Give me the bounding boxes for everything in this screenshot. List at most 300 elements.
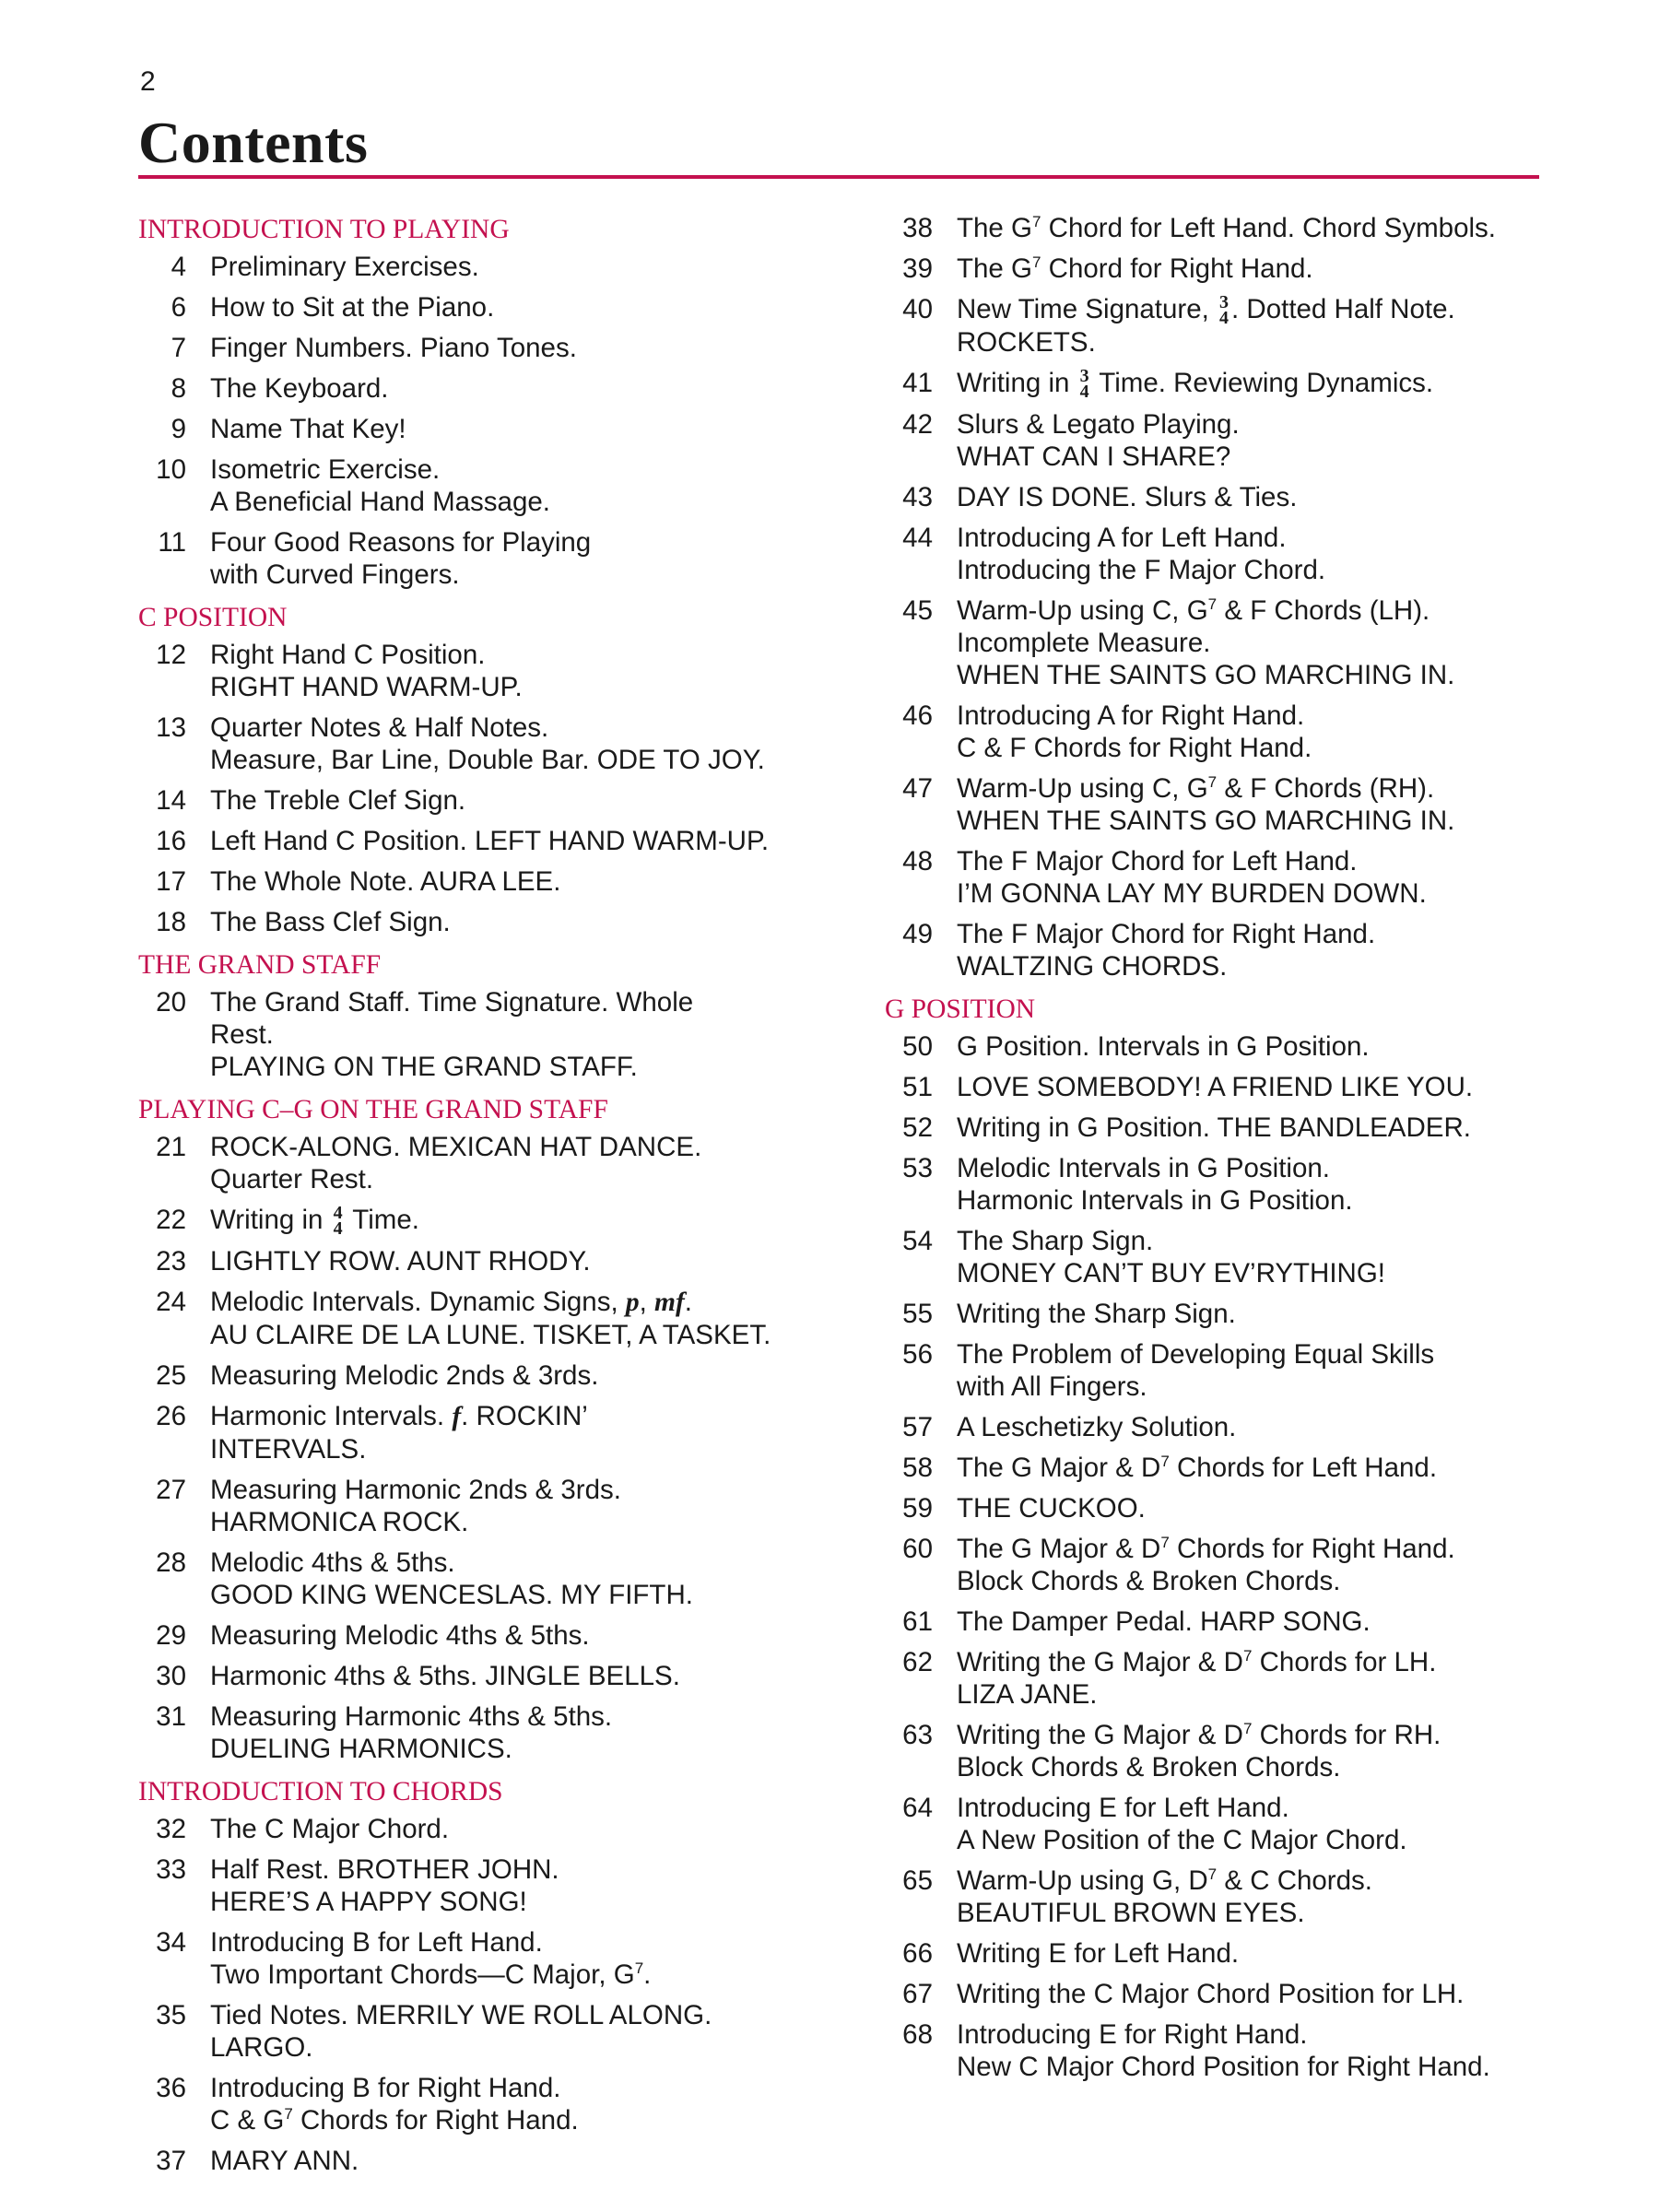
toc-page-number: 24 xyxy=(156,1287,186,1318)
section-heading: INTRODUCTION TO CHORDS xyxy=(138,1777,503,1807)
toc-entry-text xyxy=(210,865,857,898)
toc-page-number: 47 xyxy=(902,773,933,805)
toc-entry xyxy=(138,1926,857,1991)
toc-entry-line: The F Major Chord for Left Hand. xyxy=(957,846,1358,877)
chord-superscript: 7 xyxy=(1242,1720,1253,1738)
chord-superscript: 7 xyxy=(1207,773,1218,792)
section-heading: PLAYING C–G ON THE GRAND STAFF xyxy=(138,1095,608,1124)
toc-entry-line: The Whole Note. AURA LEE. xyxy=(210,866,561,897)
chord-superscript: 7 xyxy=(1031,213,1041,231)
toc-entry-line: with Curved Fingers. xyxy=(210,559,460,590)
toc-entry xyxy=(885,1411,1548,1443)
toc-entry-text xyxy=(957,1411,1548,1443)
toc-entry xyxy=(885,594,1548,691)
toc-entry-line: HERE’S A HAPPY SONG! xyxy=(210,1887,527,1918)
toc-page-number: 14 xyxy=(156,785,186,816)
toc-entry xyxy=(885,293,1548,359)
toc-entry-text xyxy=(957,522,1548,586)
toc-entry-line: BEAUTIFUL BROWN EYES. xyxy=(957,1898,1305,1929)
toc-page-number: 57 xyxy=(902,1412,933,1443)
toc-entry xyxy=(138,1660,857,1692)
toc-entry-line: THE CUCKOO. xyxy=(957,1493,1146,1524)
chord-superscript: 7 xyxy=(1207,1865,1218,1884)
toc-entry xyxy=(138,1853,857,1918)
toc-entry-text xyxy=(210,906,857,938)
toc-page-number: 43 xyxy=(902,482,933,513)
toc-entry-line: Incomplete Measure. xyxy=(957,628,1211,659)
toc-entry-line: Introducing B for Left Hand. xyxy=(210,1927,543,1959)
toc-page-number: 56 xyxy=(902,1339,933,1371)
toc-page-number: 31 xyxy=(156,1701,186,1733)
toc-entry xyxy=(138,825,857,857)
toc-entry-line: Writing the C Major Chord Position for LH. xyxy=(957,1979,1465,2010)
toc-entry-line: New Time Signature, 3 4 . Dotted Half Note. xyxy=(957,292,1455,329)
chord-superscript: 7 xyxy=(284,2105,293,2124)
toc-entry-text xyxy=(210,986,857,1083)
toc-entry-line: I’M GONNA LAY MY BURDEN DOWN. xyxy=(957,878,1427,910)
toc-entry-text xyxy=(210,1926,857,1991)
toc-entry-line: Isometric Exercise. xyxy=(210,454,441,485)
toc-entry-line: The Grand Staff. Time Signature. Whole xyxy=(210,987,694,1018)
toc-entry-line: DUELING HARMONICS. xyxy=(210,1734,512,1765)
dynamic-sign: mf xyxy=(654,1288,685,1318)
toc-entry-line: The C Major Chord. xyxy=(210,1814,450,1845)
toc-page-number: 50 xyxy=(902,1031,933,1063)
toc-entry xyxy=(138,291,857,324)
toc-page-number: 49 xyxy=(902,919,933,950)
toc-entry xyxy=(138,1999,857,2064)
toc-entry-text xyxy=(210,1400,857,1465)
toc-entry-text xyxy=(210,1619,857,1652)
toc-entry-line: WALTZING CHORDS. xyxy=(957,951,1228,982)
toc-entry-line: Two Important Chords—C Major, $G^7$. xyxy=(210,1959,652,1991)
toc-entry-line: Melodic 4ths & 5ths. xyxy=(210,1547,455,1579)
toc-entry-line: LOVE SOMEBODY! A FRIEND LIKE YOU. xyxy=(957,1072,1474,1103)
toc-entry xyxy=(885,700,1548,764)
toc-page-number: 12 xyxy=(156,640,186,670)
chord-superscript: 7 xyxy=(1242,1647,1253,1665)
toc-entry xyxy=(885,1225,1548,1289)
toc-entry xyxy=(885,1978,1548,2010)
toc-entry-line: The Problem of Developing Equal Skills xyxy=(957,1339,1435,1371)
chord-superscript: 7 xyxy=(1207,595,1218,614)
toc-entry xyxy=(885,481,1548,513)
toc-entry-text xyxy=(210,1474,857,1538)
toc-entry-line: The Keyboard. xyxy=(210,373,389,404)
toc-page-number: 58 xyxy=(902,1453,933,1484)
time-signature: 3 4 xyxy=(1219,292,1230,329)
toc-entry-text xyxy=(957,1030,1548,1063)
toc-entry-line: DAY IS DONE. Slurs & Ties. xyxy=(957,482,1298,513)
toc-entry-text xyxy=(210,712,857,776)
toc-entry-line: Four Good Reasons for Playing xyxy=(210,527,592,558)
toc-entry-line: with All Fingers. xyxy=(957,1371,1147,1403)
toc-entry-text xyxy=(957,2018,1548,2083)
toc-entry-text xyxy=(210,1131,857,1195)
toc-entry xyxy=(138,1547,857,1611)
toc-page-number: 23 xyxy=(156,1246,186,1277)
toc-entry-text xyxy=(210,784,857,817)
toc-entry-text xyxy=(210,413,857,445)
toc-entry xyxy=(885,1937,1548,1970)
toc-entry xyxy=(138,906,857,938)
toc-entry-line: The Bass Clef Sign. xyxy=(210,907,451,937)
toc-entry xyxy=(885,1152,1548,1217)
toc-page-number: 11 xyxy=(158,527,186,558)
toc-page-number: 29 xyxy=(156,1620,186,1652)
contents-left-column xyxy=(138,212,857,2185)
toc-entry xyxy=(885,1338,1548,1403)
toc-entry-line: Writing the Sharp Sign. xyxy=(957,1299,1236,1330)
toc-entry-line: Writing in 3 4 Time. Reviewing Dynamics. xyxy=(957,366,1434,403)
toc-entry-line: Introducing E for Right Hand. xyxy=(957,2019,1308,2051)
toc-page-number: 53 xyxy=(902,1153,933,1184)
toc-page-number: 35 xyxy=(156,2000,186,2031)
toc-page-number: 28 xyxy=(156,1547,186,1579)
toc-entry-text xyxy=(210,2145,857,2177)
toc-page-number: 63 xyxy=(902,1720,933,1751)
toc-entry-line: Introducing B for Right Hand. xyxy=(210,2073,561,2104)
toc-entry-line: Warm-Up using G, $D^7$ & C Chords. xyxy=(957,1865,1372,1897)
toc-page-number: 34 xyxy=(156,1927,186,1959)
toc-entry xyxy=(138,1474,857,1538)
toc-entry xyxy=(138,372,857,405)
toc-entry-line: Slurs & Legato Playing. xyxy=(957,409,1240,441)
toc-page-number: 46 xyxy=(902,700,933,732)
toc-entry-line: Warm-Up using C, $G^7$ & F Chords (LH). xyxy=(957,595,1430,627)
toc-page-number: 20 xyxy=(156,987,186,1018)
toc-page-number: 45 xyxy=(902,595,933,627)
toc-entry-line: The Treble Clef Sign. xyxy=(210,785,466,816)
toc-entry xyxy=(885,1030,1548,1063)
time-signature: 4 4 xyxy=(333,1203,343,1240)
toc-entry-text xyxy=(957,366,1548,403)
toc-entry-line: Measuring Melodic 4ths & 5ths. xyxy=(210,1620,590,1652)
toc-entry xyxy=(885,772,1548,837)
toc-entry-text xyxy=(210,1813,857,1845)
toc-page-number: 52 xyxy=(902,1112,933,1144)
toc-page-number: 6 xyxy=(171,292,186,323)
toc-entry-text xyxy=(210,1700,857,1765)
toc-entry-text xyxy=(957,1606,1548,1638)
toc-entry xyxy=(885,845,1548,910)
toc-entry-line: Introducing A for Left Hand. xyxy=(957,523,1287,554)
toc-entry-line: Block Chords & Broken Chords. xyxy=(957,1752,1341,1783)
toc-page-number: 48 xyxy=(902,846,933,877)
toc-entry-line: Writing the G Major & $D^7$ Chords for RH. xyxy=(957,1720,1441,1751)
toc-entry-line: Introducing E for Left Hand. xyxy=(957,1793,1289,1824)
toc-entry-text xyxy=(210,453,857,518)
toc-page-number: 55 xyxy=(902,1299,933,1330)
toc-entry-text xyxy=(957,293,1548,359)
toc-entry xyxy=(885,522,1548,586)
toc-entry-line: The $G^7$ Chord for Right Hand. xyxy=(957,253,1313,284)
toc-entry-line: C & F Chords for Right Hand. xyxy=(957,733,1312,764)
toc-entry-line: Block Chords & Broken Chords. xyxy=(957,1566,1341,1597)
toc-page-number: 42 xyxy=(902,409,933,441)
toc-entry xyxy=(138,1203,857,1240)
toc-entry-line: Writing E for Left Hand. xyxy=(957,1938,1240,1970)
toc-entry xyxy=(885,1792,1548,1856)
toc-entry-line: Melodic Intervals. Dynamic Signs, p, mf. xyxy=(210,1287,692,1318)
toc-page-number: 59 xyxy=(902,1493,933,1524)
toc-entry-text xyxy=(210,526,857,591)
toc-page-number: 36 xyxy=(156,2073,186,2104)
toc-entry-line: A New Position of the C Major Chord. xyxy=(957,1825,1407,1856)
toc-entry-text xyxy=(957,1719,1548,1783)
toc-page-number: 37 xyxy=(156,2146,186,2177)
toc-entry-text xyxy=(957,1865,1548,1929)
toc-entry-text xyxy=(957,1492,1548,1524)
toc-entry-line: Introducing the F Major Chord. xyxy=(957,555,1326,586)
toc-entry-line: Writing the G Major & $D^7$ Chords for LH. xyxy=(957,1647,1437,1678)
toc-page-number: 7 xyxy=(171,333,186,363)
toc-entry-line: ROCK-ALONG. MEXICAN HAT DANCE. xyxy=(210,1132,702,1162)
toc-entry-text xyxy=(957,1298,1548,1330)
toc-entry-text xyxy=(957,700,1548,764)
toc-page-number: 33 xyxy=(156,1854,186,1886)
toc-entry xyxy=(138,1619,857,1652)
toc-entry-text xyxy=(210,2072,857,2136)
toc-entry-text xyxy=(957,1646,1548,1711)
toc-page-number: 44 xyxy=(902,523,933,554)
toc-entry-line: Measure, Bar Line, Double Bar. ODE TO JOY. xyxy=(210,745,765,775)
toc-entry xyxy=(885,1865,1548,1929)
toc-entry-text xyxy=(957,408,1548,473)
toc-page-number: 65 xyxy=(902,1865,933,1897)
toc-entry-text xyxy=(210,825,857,857)
toc-page-number: 8 xyxy=(171,373,186,404)
toc-entry xyxy=(138,712,857,776)
toc-page-number: 27 xyxy=(156,1475,186,1506)
toc-entry-text xyxy=(957,253,1548,285)
toc-entry-text xyxy=(957,1937,1548,1970)
chord-superscript: 7 xyxy=(1031,253,1041,272)
toc-entry xyxy=(138,1286,857,1351)
toc-entry-text xyxy=(957,1071,1548,1103)
toc-entry-line: Measuring Harmonic 4ths & 5ths. xyxy=(210,1701,613,1733)
chord-superscript: 7 xyxy=(1160,1453,1170,1471)
toc-entry-line: C & $G^7$ Chords for Right Hand. xyxy=(210,2105,579,2136)
toc-entry-line: MARY ANN. xyxy=(210,2146,359,2177)
toc-entry xyxy=(885,212,1548,244)
toc-entry-text xyxy=(957,1533,1548,1597)
toc-entry-line: Harmonic Intervals in G Position. xyxy=(957,1185,1353,1217)
toc-entry-line: The G Major & $D^7$ Chords for Right Hand. xyxy=(957,1534,1455,1565)
toc-page-number: 17 xyxy=(156,866,186,897)
toc-entry-text xyxy=(957,1225,1548,1289)
toc-page-number: 13 xyxy=(156,712,186,743)
toc-page-number: 66 xyxy=(902,1938,933,1970)
toc-entry xyxy=(885,1606,1548,1638)
toc-entry-text xyxy=(210,1547,857,1611)
toc-entry-text xyxy=(210,1203,857,1240)
page-title: Contents xyxy=(138,110,369,175)
toc-entry-line: New C Major Chord Position for Right Hand. xyxy=(957,2052,1490,2083)
toc-entry xyxy=(138,2072,857,2136)
toc-entry-line: Tied Notes. MERRILY WE ROLL ALONG. xyxy=(210,2000,712,2031)
toc-entry-line: The Damper Pedal. HARP SONG. xyxy=(957,1606,1371,1638)
toc-page-number: 16 xyxy=(156,826,186,856)
toc-entry xyxy=(885,1719,1548,1783)
toc-entry xyxy=(138,251,857,283)
toc-entry-line: AU CLAIRE DE LA LUNE. TISKET, A TASKET. xyxy=(210,1320,771,1351)
toc-entry-line: Quarter Rest. xyxy=(210,1164,374,1194)
toc-page-number: 60 xyxy=(902,1534,933,1565)
toc-page-number: 54 xyxy=(902,1226,933,1257)
toc-entry-text xyxy=(210,291,857,324)
toc-entry-text xyxy=(957,1152,1548,1217)
toc-page-number: 25 xyxy=(156,1360,186,1392)
toc-page-number: 39 xyxy=(902,253,933,284)
toc-entry xyxy=(885,1112,1548,1144)
dynamic-sign: p xyxy=(625,1288,640,1318)
toc-entry-text xyxy=(957,918,1548,982)
toc-entry xyxy=(138,332,857,364)
toc-entry xyxy=(138,865,857,898)
toc-entry-line: Warm-Up using C, $G^7$ & F Chords (RH). xyxy=(957,773,1435,805)
toc-page-number: 41 xyxy=(902,368,933,399)
section-heading: INTRODUCTION TO PLAYING xyxy=(138,215,510,244)
toc-entry-line: WHEN THE SAINTS GO MARCHING IN. xyxy=(957,806,1455,837)
toc-entry xyxy=(138,413,857,445)
time-signature: 3 4 xyxy=(1079,366,1089,403)
toc-entry-line: Preliminary Exercises. xyxy=(210,252,479,282)
toc-entry-text xyxy=(210,372,857,405)
toc-page-number: 21 xyxy=(156,1132,186,1162)
toc-entry-text xyxy=(957,481,1548,513)
toc-entry-line: LARGO. xyxy=(210,2032,313,2064)
toc-page-number: 26 xyxy=(156,1401,186,1432)
toc-entry-line: Harmonic 4ths & 5ths. JINGLE BELLS. xyxy=(210,1661,680,1692)
toc-page-number: 38 xyxy=(902,213,933,243)
toc-page-number: 40 xyxy=(902,294,933,324)
toc-entry-line: WHAT CAN I SHARE? xyxy=(957,441,1231,473)
toc-entry-line: Name That Key! xyxy=(210,414,406,444)
chord-superscript: 7 xyxy=(634,1959,644,1978)
toc-entry xyxy=(885,1071,1548,1103)
toc-entry-line: WHEN THE SAINTS GO MARCHING IN. xyxy=(957,660,1455,691)
toc-page-number: 18 xyxy=(156,907,186,937)
toc-entry-line: Harmonic Intervals. f. ROCKIN’ xyxy=(210,1401,588,1432)
toc-entry-line: Left Hand C Position. LEFT HAND WARM-UP. xyxy=(210,826,770,856)
toc-entry-text xyxy=(210,1359,857,1392)
toc-entry-text xyxy=(210,332,857,364)
toc-entry xyxy=(885,1492,1548,1524)
toc-entry xyxy=(138,1131,857,1195)
toc-entry-line: LIZA JANE. xyxy=(957,1679,1098,1711)
toc-entry-line: Melodic Intervals in G Position. xyxy=(957,1153,1330,1184)
toc-entry-text xyxy=(210,251,857,283)
toc-page-number: 22 xyxy=(156,1205,186,1235)
toc-entry-line: Writing in 4 4 Time. xyxy=(210,1203,419,1240)
toc-entry-line: Right Hand C Position. xyxy=(210,640,486,670)
toc-entry-line: The G Major & $D^7$ Chords for Left Hand. xyxy=(957,1453,1438,1484)
toc-entry-text xyxy=(957,1452,1548,1484)
toc-entry xyxy=(885,2018,1548,2083)
toc-entry xyxy=(138,2145,857,2177)
toc-entry xyxy=(885,1646,1548,1711)
toc-page-number: 9 xyxy=(171,414,186,444)
contents-right-column xyxy=(885,212,1548,2091)
toc-entry xyxy=(885,366,1548,403)
toc-entry-line: Measuring Harmonic 2nds & 3rds. xyxy=(210,1475,621,1506)
toc-entry-text xyxy=(210,1245,857,1277)
toc-entry-text xyxy=(210,1999,857,2064)
toc-entry-line: The $G^7$ Chord for Left Hand. Chord Symbols. xyxy=(957,213,1496,243)
toc-entry-text xyxy=(957,845,1548,910)
page-number: 2 xyxy=(140,66,156,97)
toc-entry xyxy=(138,453,857,518)
toc-entry-line: ROCKETS. xyxy=(957,327,1096,359)
toc-page-number: 68 xyxy=(902,2019,933,2051)
toc-page-number: 10 xyxy=(156,454,186,485)
section-heading: C POSITION xyxy=(138,603,288,632)
title-rule xyxy=(138,175,1539,179)
toc-entry-text xyxy=(957,1792,1548,1856)
toc-entry xyxy=(885,918,1548,982)
toc-entry xyxy=(885,1298,1548,1330)
toc-entry-text xyxy=(957,1338,1548,1403)
toc-entry-line: HARMONICA ROCK. xyxy=(210,1507,469,1538)
dynamic-sign: f xyxy=(452,1402,462,1432)
toc-entry-line: Finger Numbers. Piano Tones. xyxy=(210,333,577,363)
section-heading: THE GRAND STAFF xyxy=(138,950,382,980)
toc-entry-line: MONEY CAN’T BUY EV’RYTHING! xyxy=(957,1258,1385,1289)
toc-entry-line: G Position. Intervals in G Position. xyxy=(957,1031,1370,1063)
toc-entry-line: Rest. xyxy=(210,1019,274,1050)
toc-entry-line: RIGHT HAND WARM-UP. xyxy=(210,672,523,702)
toc-entry xyxy=(138,526,857,591)
toc-entry-text xyxy=(957,1978,1548,2010)
toc-page-number: 67 xyxy=(902,1979,933,2010)
toc-entry-text xyxy=(210,639,857,703)
toc-entry-line: LIGHTLY ROW. AUNT RHODY. xyxy=(210,1246,591,1277)
toc-entry xyxy=(138,1359,857,1392)
toc-entry-text xyxy=(957,772,1548,837)
toc-entry xyxy=(885,408,1548,473)
toc-entry-line: The F Major Chord for Right Hand. xyxy=(957,919,1376,950)
toc-entry-line: How to Sit at the Piano. xyxy=(210,292,495,323)
toc-entry-text xyxy=(210,1286,857,1351)
toc-entry-text xyxy=(210,1853,857,1918)
toc-page-number: 64 xyxy=(902,1793,933,1824)
toc-entry-line: A Leschetizky Solution. xyxy=(957,1412,1237,1443)
section-heading: G POSITION xyxy=(885,994,1036,1025)
chord-superscript: 7 xyxy=(1160,1534,1170,1552)
toc-entry-line: PLAYING ON THE GRAND STAFF. xyxy=(210,1052,638,1082)
toc-entry-line: Introducing A for Right Hand. xyxy=(957,700,1305,732)
toc-entry xyxy=(138,1700,857,1765)
toc-entry-line: A Beneficial Hand Massage. xyxy=(210,487,550,517)
toc-entry xyxy=(138,639,857,703)
toc-entry-text xyxy=(957,1112,1548,1144)
toc-entry-line: Writing in G Position. THE BANDLEADER. xyxy=(957,1112,1471,1144)
toc-entry xyxy=(138,986,857,1083)
toc-page-number: 61 xyxy=(902,1606,933,1638)
toc-entry xyxy=(138,1400,857,1465)
toc-page-number: 4 xyxy=(171,252,186,282)
toc-entry-line: GOOD KING WENCESLAS. MY FIFTH. xyxy=(210,1580,693,1611)
toc-entry-line: Measuring Melodic 2nds & 3rds. xyxy=(210,1360,599,1392)
toc-entry-text xyxy=(957,212,1548,244)
toc-entry-line: Quarter Notes & Half Notes. xyxy=(210,712,549,743)
toc-entry-line: The Sharp Sign. xyxy=(957,1226,1154,1257)
toc-entry xyxy=(885,253,1548,285)
toc-entry-line: INTERVALS. xyxy=(210,1434,367,1465)
toc-page-number: 62 xyxy=(902,1647,933,1678)
toc-entry-text xyxy=(957,594,1548,691)
